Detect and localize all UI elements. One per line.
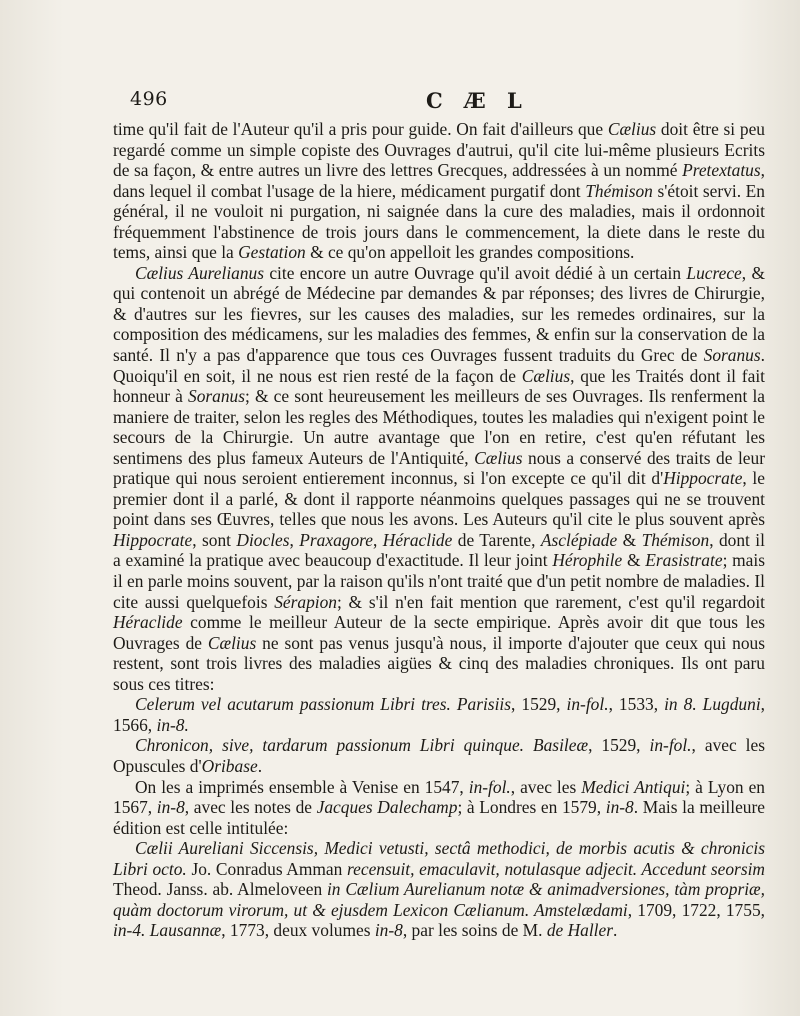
italic-text-run: Cælii Aureliani Siccensis, Medici vetusti, sectâ methodici, de morbis acutis & chronicis Libri octo. <box>113 838 765 879</box>
text-run: & ce qu'on appelloit les grandes compositions. <box>305 242 635 263</box>
italic-text-run: recensuit, emaculavit, notulasque adjecit. Accedunt seorsim <box>347 858 765 879</box>
bibliographic-entry <box>113 838 765 941</box>
italic-text-run: in-4. Lausannæ <box>113 920 222 941</box>
text-run: de Tarente, <box>452 529 541 550</box>
text-run: , 1709, 1722, 1755, <box>627 899 765 920</box>
page-number: 496 <box>130 88 168 110</box>
italic-text-run: in-8 <box>605 797 634 818</box>
text-run: , <box>373 529 383 550</box>
text-run: ; & s'il n'en fait mention que rarement, c'est qu'il regardoit <box>337 591 765 612</box>
text-run: , 1533, <box>608 694 665 715</box>
italic-text-run: Cælius <box>207 632 257 653</box>
italic-text-run: in-fol. <box>649 735 692 756</box>
text-run: , 1529, <box>588 735 650 756</box>
italic-text-run: Medici Antiqui <box>581 776 686 797</box>
italic-text-run: Celerum vel acutarum passionum Libri tres. Parisiis <box>135 694 512 715</box>
text-run: , avec les Opuscules d' <box>113 735 766 776</box>
italic-text-run: in 8. Lugduni <box>664 694 761 715</box>
bibliographic-entry <box>113 735 765 776</box>
text-run: ; à Londres en 1579, <box>457 797 606 818</box>
italic-text-run: Hérophile <box>552 550 623 571</box>
paragraph <box>113 263 765 694</box>
text-run: & <box>622 550 646 571</box>
text-run: , le premier dont il a parlé, & dont il rapporte néanmoins quelques passages qui ne se trouvent point dans ses Œuvres, telles que nous les avons. Les Auteurs qu'il cite le plus souvent après <box>113 468 765 530</box>
text-run: . Quoiqu'il en soit, il ne nous est rien resté de la façon de <box>113 345 765 386</box>
text-run: ; à Lyon en 1567, <box>113 776 765 818</box>
italic-text-run: Thémison <box>585 180 653 201</box>
italic-text-run: Jacques Dalechamp <box>316 797 458 818</box>
text-run: , dont il a examiné la pratique avec beaucoup d'exactitude. Il leur joint <box>113 529 765 571</box>
text-run: , 1773, deux volumes <box>221 920 375 941</box>
text-run: & <box>617 529 642 550</box>
italic-text-run: in-fol. <box>468 776 511 797</box>
bibliographic-entry <box>113 694 765 735</box>
italic-text-run: Hippocrate <box>663 468 743 489</box>
text-run: . <box>257 755 263 776</box>
text-run: doit être si peu regardé comme un simple copiste des Ouvrages d'autrui, qu'il cite lui-même plusieurs Ecrits de sa façon, & entre autres un livre des lettres Grecques, addressées à un nommé <box>113 119 765 181</box>
italic-text-run: de Haller <box>546 920 613 941</box>
italic-text-run: Thémison <box>641 529 710 550</box>
italic-text-run: Soranus <box>703 345 761 366</box>
text-run: , avec les notes de <box>184 797 317 818</box>
text-run: . <box>612 920 618 941</box>
text-run: On les a imprimés ensemble à Venise en 1547, <box>135 776 469 797</box>
text-run: ne sont pas venus jusqu'à nous, il importe d'ajouter que ceux qui nous restent, sont trois livres des maladies aigües & cinq des maladies chroniques. Ils ont paru sous ces titres: <box>113 632 765 694</box>
page-header <box>130 88 770 116</box>
italic-text-run: Erasistrate <box>645 550 723 571</box>
text-run: , & qui contenoit un abrégé de Médecine par demandes & par réponses; des livres de Chirurgie, & d'autres sur les fievres, sur les causes des maladies, sur les remedes ordinaires, sur la composition des médicamens, sur les maladies des femmes, & enfin sur la conservation de la santé. Il n'y a pas d'apparence que tous ces Ouvrages fussent traduits du Grec de <box>113 262 765 366</box>
text-run: ; & ce sont heureusement les meilleurs de ses Ouvrages. Ils renferment la maniere de traiter, selon les regles des Méthodiques, toutes les maladies qui n'exigent point le secours de la Chirurgie. Un autre avantage que l'on en retire, c'est qu'en réfutant les sentimens des plus fameux Auteurs de l'Antiquité, <box>113 386 765 468</box>
italic-text-run: in-8. <box>156 714 189 735</box>
italic-text-run: Pretextatus <box>682 160 761 181</box>
italic-text-run: Cælius <box>521 365 571 386</box>
text-run: ; mais il en parle moins souvent, par la raison qu'ils n'ont traité que d'un petit nombre de maladies. Il cite aussi quelquefois <box>113 550 765 612</box>
paragraph <box>113 777 765 839</box>
italic-text-run: in-8 <box>374 920 403 941</box>
text-run: , 1566, <box>113 694 766 735</box>
text-run: , dans lequel il combat l'usage de la hiere, médicament purgatif dont <box>113 160 765 201</box>
italic-text-run: Hippocrate <box>113 529 193 550</box>
italic-text-run: Lucrece <box>686 262 742 283</box>
italic-text-run: Gestation <box>238 242 306 263</box>
italic-text-run: Héraclide <box>113 612 183 633</box>
body-text <box>113 119 765 941</box>
text-run: , 1529, <box>511 694 567 715</box>
text-run: , par les soins de M. <box>402 920 547 941</box>
text-run: . Mais la meilleure édition est celle intitulée: <box>113 797 766 838</box>
text-run: s'étoit servi. En général, il ne vouloit ni purgation, ni saignée dans la cure des maladies, mais il ordonnoit fréquemment l'abstinence de trois jours dans le commencement, la diete dans le reste du tems, ainsi que la <box>113 180 765 263</box>
text-run: Theod. Janss. ab. Almeloveen <box>113 879 327 900</box>
italic-text-run: Praxagore <box>299 529 374 550</box>
italic-text-run: Cælius Aurelianus <box>135 262 265 283</box>
italic-text-run: Héraclide <box>382 529 453 550</box>
italic-text-run: Cælius <box>474 447 523 468</box>
text-run: , <box>289 529 300 550</box>
text-run: time qu'il fait de l'Auteur qu'il a pris pour guide. On fait d'ailleurs que <box>113 119 608 139</box>
text-run: , avec les <box>510 776 582 797</box>
italic-text-run: in-8 <box>156 797 185 818</box>
italic-text-run: Soranus <box>188 386 246 407</box>
italic-text-run: Sérapion <box>274 591 337 612</box>
italic-text-run: Oribase <box>201 755 258 776</box>
text-run: comme le meilleur Auteur de la secte empirique. Après avoir dit que tous les Ouvrages de <box>113 612 765 653</box>
text-run: Jo. Conradus Amman <box>186 858 348 879</box>
italic-text-run: in Cælium Aurelianum notæ & animadversiones, tàm propriæ, quàm doctorum virorum, ut & ejusdem Lexicon Cælianum. Amstelædami <box>113 879 765 920</box>
italic-text-run: Chronicon, sive, tardarum passionum Libri quinque. Basileæ <box>135 735 589 756</box>
italic-text-run: Asclépiade <box>540 529 618 550</box>
text-run: , sont <box>192 529 237 550</box>
text-run: , que les Traités dont il fait honneur à <box>113 365 765 407</box>
running-head: C Æ L <box>426 88 529 113</box>
text-run: cite encore un autre Ouvrage qu'il avoit dédié à un certain <box>264 262 687 283</box>
text-run: nous a conservé des traits de leur pratique qui nous seroient entierement inconnus, si l'on excepte ce qu'il dit d' <box>113 447 765 489</box>
italic-text-run: Cælius <box>607 119 657 139</box>
paragraph <box>113 119 765 263</box>
italic-text-run: in-fol. <box>566 694 609 715</box>
italic-text-run: Diocles <box>236 529 290 550</box>
